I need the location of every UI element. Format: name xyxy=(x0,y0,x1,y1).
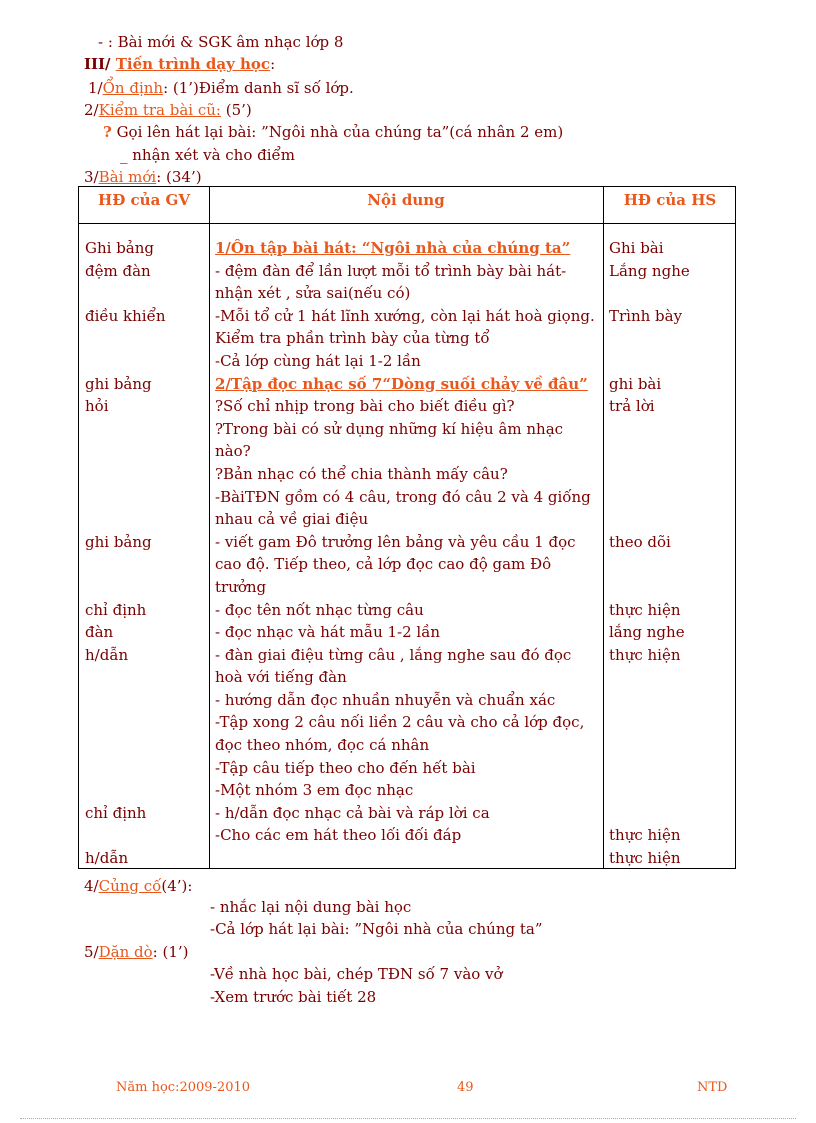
student-activity-line xyxy=(609,689,733,712)
cung-co-line: - nhắc lại nội dung bài học xyxy=(210,898,412,916)
student-activity-column xyxy=(609,237,733,870)
student-activity-line: Ghi bài xyxy=(609,239,664,257)
column-header-noi-dung: Nội dung xyxy=(367,191,445,209)
student-activity-line xyxy=(609,734,733,757)
content-line: - đệm đàn để lần lượt mỗi tổ trình bày bài hát- xyxy=(215,261,567,280)
content-line: -BàiTĐN gồm có 4 câu, trong đó câu 2 và 4 giống xyxy=(215,487,591,506)
teacher-activity-line: đàn xyxy=(85,623,114,642)
teacher-activity-line xyxy=(85,779,205,802)
teacher-activity-line: h/dẫn xyxy=(85,849,129,868)
content-line: - đọc nhạc và hát mẫu 1-2 lần xyxy=(215,623,441,642)
student-activity-line xyxy=(609,486,733,509)
step-detail: : (34’) xyxy=(156,168,202,186)
teacher-activity-line xyxy=(85,757,205,780)
student-activity-line xyxy=(609,711,733,734)
content-line: 1/Ôn tập bài hát: “Ngôi nhà của chúng ta” xyxy=(215,239,571,257)
question-text: Gọi lên hát lại bài: ”Ngôi nhà của chúng ta”(cá nhân 2 em) xyxy=(111,123,564,141)
teacher-activity-line xyxy=(85,553,205,576)
teacher-activity-line xyxy=(85,508,205,531)
step-detail: : (1’) xyxy=(152,943,189,961)
evaluation-note: _ nhận xét và cho điểm xyxy=(120,146,295,164)
content-line: hoà với tiếng đàn xyxy=(215,668,347,687)
student-activity-line xyxy=(609,463,733,486)
teacher-activity-line xyxy=(85,576,205,599)
content-line: 2/Tập đọc nhạc số 7“Dòng suối chảy về đâu” xyxy=(215,374,588,393)
teacher-activity-line xyxy=(85,282,205,305)
teacher-activity-line xyxy=(85,418,205,441)
step-title: Dặn dò xyxy=(98,943,153,961)
step-dan-do xyxy=(84,941,188,963)
step-on-dinh xyxy=(88,77,354,99)
teacher-activity-line: chỉ định xyxy=(85,600,147,619)
student-activity-line xyxy=(609,327,733,350)
teacher-activity-line: điều khiển xyxy=(85,306,166,325)
teacher-activity-line: ghi bảng xyxy=(85,532,152,551)
student-activity-line xyxy=(609,666,733,689)
footer-school-year: Năm học:2009-2010 xyxy=(116,1080,251,1095)
content-line: -Cả lớp cùng hát lại 1-2 lần xyxy=(215,351,421,370)
footer-page-number: 49 xyxy=(457,1080,474,1095)
question-mark-icon: ? xyxy=(103,123,112,141)
step-cung-co xyxy=(84,875,192,897)
dan-do-line: -Về nhà học bài, chép TĐN số 7 vào vở xyxy=(210,965,503,983)
content-line: -Cho các em hát theo lối đối đáp xyxy=(215,826,462,845)
teacher-activity-line: hỏi xyxy=(85,397,109,416)
content-line: trưởng xyxy=(215,577,267,596)
step-detail: (5’) xyxy=(220,101,252,119)
step-title: Ổn định xyxy=(102,79,164,97)
content-line: - đàn giai điệu từng câu , lắng nghe sau đó đọc xyxy=(215,645,572,664)
student-activity-line xyxy=(609,576,733,599)
section-heading-colon: : xyxy=(270,55,276,73)
teacher-activity-line xyxy=(85,440,205,463)
step-number: 3/ xyxy=(84,168,99,186)
student-activity-line xyxy=(609,757,733,780)
content-line: đọc theo nhóm, đọc cá nhân xyxy=(215,736,430,755)
step-title: Kiểm tra bài cũ: xyxy=(98,101,221,119)
teacher-activity-column xyxy=(85,237,205,870)
step-number: 5/ xyxy=(84,943,99,961)
content-line: - đọc tên nốt nhạc từng câu xyxy=(215,600,424,619)
content-line: - viết gam Đô trưởng lên bảng và yêu cầu 1 đọc xyxy=(215,532,576,551)
lesson-table xyxy=(78,186,736,869)
teacher-activity-line: Ghi bảng xyxy=(85,239,155,257)
teacher-activity-line: ghi bảng xyxy=(85,374,152,393)
student-activity-line: thực hiện xyxy=(609,645,681,664)
step-number: 2/ xyxy=(84,101,99,119)
content-line: -Một nhóm 3 em đọc nhạc xyxy=(215,781,414,800)
content-line: - hướng dẫn đọc nhuần nhuyễn và chuẩn xác xyxy=(215,690,556,709)
student-activity-line: ghi bài xyxy=(609,374,662,393)
teacher-activity-line: đệm đàn xyxy=(85,261,151,280)
footer-dotted-rule xyxy=(20,1118,796,1119)
step-title: Bài mới xyxy=(98,168,157,186)
content-line: - h/dẫn đọc nhạc cả bài và ráp lời ca xyxy=(215,803,490,822)
student-activity-line: theo dõi xyxy=(609,532,671,551)
teacher-activity-line xyxy=(85,689,205,712)
step-number: 4/ xyxy=(84,877,99,895)
student-activity-line xyxy=(609,802,733,825)
step-detail: (4’): xyxy=(161,877,193,895)
teacher-activity-line xyxy=(85,666,205,689)
content-line: -Mỗi tổ cử 1 hát lĩnh xướng, còn lại hát hoà giọng. xyxy=(215,306,595,325)
step-number: 1/ xyxy=(88,79,103,97)
student-activity-line: thực hiện xyxy=(609,600,681,619)
student-activity-line: Trình bày xyxy=(609,306,683,325)
student-activity-line xyxy=(609,508,733,531)
column-header-hs: HĐ của HS xyxy=(623,191,717,209)
student-activity-line: lắng nghe xyxy=(609,623,685,642)
step-detail: : (1’)Điểm danh sĩ số lớp. xyxy=(163,79,354,97)
teacher-activity-line xyxy=(85,824,205,847)
teacher-activity-line xyxy=(85,327,205,350)
teacher-activity-line xyxy=(85,463,205,486)
content-column xyxy=(215,237,599,847)
column-divider xyxy=(603,187,604,868)
student-activity-line xyxy=(609,440,733,463)
column-divider xyxy=(209,187,210,868)
dan-do-line: -Xem trước bài tiết 28 xyxy=(210,988,377,1006)
question-line xyxy=(103,121,563,143)
student-activity-line xyxy=(609,282,733,305)
step-title: Củng cố xyxy=(98,877,162,895)
content-line: Kiểm tra phần trình bày của từng tổ xyxy=(215,329,490,348)
teacher-activity-line xyxy=(85,711,205,734)
student-activity-line: Lắng nghe xyxy=(609,261,690,280)
content-line: ?Bản nhạc có thể chia thành mấy câu? xyxy=(215,464,508,483)
content-line: nhận xét , sửa sai(nếu có) xyxy=(215,284,411,303)
intro-line: - : Bài mới & SGK âm nhạc lớp 8 xyxy=(98,33,344,51)
section-heading-number: III/ xyxy=(84,55,116,73)
student-activity-line xyxy=(609,350,733,373)
student-activity-line xyxy=(609,418,733,441)
student-activity-line: thực hiện xyxy=(609,849,681,868)
content-line: -Tập câu tiếp theo cho đến hết bài xyxy=(215,758,476,777)
content-line: ?Trong bài có sử dụng những kí hiệu âm nhạc xyxy=(215,419,564,438)
teacher-activity-line: h/dẫn xyxy=(85,645,129,664)
teacher-activity-line: chỉ định xyxy=(85,803,147,822)
column-header-gv: HĐ của GV xyxy=(98,191,190,209)
student-activity-line: trả lời xyxy=(609,397,655,416)
header-divider xyxy=(79,223,735,224)
student-activity-line: thực hiện xyxy=(609,826,681,845)
teacher-activity-line xyxy=(85,734,205,757)
content-line: nhau cả về giai điệu xyxy=(215,510,369,529)
teacher-activity-line xyxy=(85,350,205,373)
teacher-activity-line xyxy=(85,486,205,509)
cung-co-line: -Cả lớp hát lại bài: ”Ngôi nhà của chúng ta” xyxy=(210,920,543,938)
content-line: ?Số chỉ nhịp trong bài cho biết điều gì? xyxy=(215,397,515,416)
student-activity-line xyxy=(609,553,733,576)
step-bai-moi xyxy=(84,166,202,188)
content-line: nào? xyxy=(215,442,251,461)
content-line: cao độ. Tiếp theo, cả lớp đọc cao độ gam Đô xyxy=(215,555,552,574)
section-heading xyxy=(84,53,275,75)
footer-author: NTD xyxy=(697,1080,728,1095)
section-heading-title: Tiến trình dạy học xyxy=(115,55,271,73)
student-activity-line xyxy=(609,779,733,802)
step-kiem-tra xyxy=(84,99,252,121)
content-line: -Tập xong 2 câu nối liền 2 câu và cho cả lớp đọc, xyxy=(215,713,585,732)
